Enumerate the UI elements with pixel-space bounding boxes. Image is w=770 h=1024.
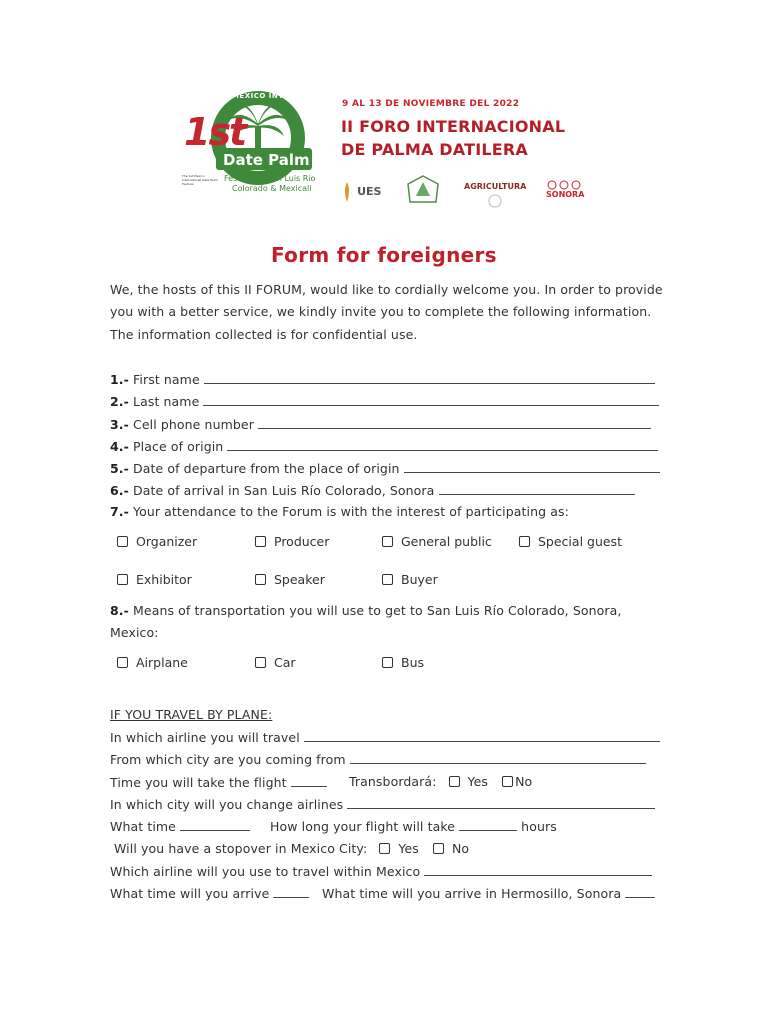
option-label: No [451, 841, 470, 856]
airline-input[interactable] [304, 729, 660, 742]
field-label: Which airline will you use to travel within Mexico [110, 864, 421, 879]
intro-line-2: you with a better service, we kindly invite you to complete the following information. [110, 304, 652, 319]
sponsor-ues-logo [342, 181, 381, 202]
field-label: Your attendance to the Forum is with the interest of participating as: [133, 504, 569, 519]
field-arrival-hermosillo [322, 885, 655, 902]
option-label: Organizer [136, 534, 198, 549]
logo-small-text: The 1st Mexico International Date Palm Festival [182, 174, 218, 186]
form-title: Form for foreigners [271, 243, 497, 267]
field-label: Cell phone number [133, 417, 254, 432]
flight-time-input[interactable] [291, 774, 327, 787]
field-label: Will you have a stopover in Mexico City: [114, 841, 368, 856]
sponsor-ues-label: UES [357, 185, 382, 198]
transfer-no-checkbox[interactable] [502, 776, 513, 787]
seal-icon [488, 194, 502, 208]
field-change-city [110, 796, 655, 813]
field-flight-duration [270, 818, 557, 835]
field-stopover [114, 841, 469, 857]
field-label: Place of origin [133, 439, 224, 454]
logo-festival-text: Festival in San Luis Rio [224, 174, 316, 183]
option-label: Yes [467, 774, 489, 789]
bus-checkbox[interactable] [382, 657, 393, 668]
option-label: General public [401, 534, 492, 549]
general-public-checkbox[interactable] [382, 536, 393, 547]
field-label: Means of transportation you will use to get to San Luis Río Colorado, Sonora, [133, 603, 622, 618]
plane-section-heading: IF YOU TRAVEL BY PLANE: [110, 707, 273, 722]
field-place-of-origin [110, 438, 658, 455]
sponsor-sonora-logo [546, 180, 584, 199]
field-label: Date of arrival in San Luis Río Colorado, Sonora [133, 483, 435, 498]
buyer-checkbox[interactable] [382, 574, 393, 585]
logo-cities-text: Colorado & Mexicali [232, 184, 312, 193]
field-transportation [110, 603, 621, 619]
hours-label: hours [521, 819, 557, 834]
arrival-date-input[interactable] [439, 482, 635, 495]
field-label: What time [110, 819, 176, 834]
option-label: Producer [274, 534, 330, 549]
arrival-time-input[interactable] [273, 885, 309, 898]
option-speaker[interactable] [255, 572, 325, 587]
option-label: No [515, 774, 533, 789]
option-label: Bus [401, 655, 425, 670]
intro-line-3: The information collected is for confidential use. [110, 327, 418, 342]
what-time-input[interactable] [180, 818, 250, 831]
special-guest-checkbox[interactable] [519, 536, 530, 547]
field-number: 1.- [110, 372, 129, 387]
exhibitor-checkbox[interactable] [117, 574, 128, 585]
option-bus[interactable] [382, 655, 424, 670]
field-transportation-line2: Mexico: [110, 625, 159, 640]
field-flight-time [110, 774, 327, 791]
speaker-checkbox[interactable] [255, 574, 266, 585]
option-label: Exhibitor [136, 572, 192, 587]
field-label: Transbordará: [349, 774, 437, 789]
intro-line-1: We, the hosts of this II FORUM, would like to cordially welcome you. In order to provide [110, 282, 663, 297]
place-of-origin-input[interactable] [227, 438, 658, 451]
sponsor-shield-logo [402, 174, 444, 210]
flame-icon [342, 182, 352, 202]
field-number: 7.- [110, 504, 129, 519]
airplane-checkbox[interactable] [117, 657, 128, 668]
change-city-input[interactable] [347, 796, 655, 809]
field-number: 6.- [110, 483, 129, 498]
option-car[interactable] [255, 655, 296, 670]
option-label: Buyer [401, 572, 438, 587]
event-title-line2: DE PALMA DATILERA [341, 140, 529, 159]
field-cell-phone [110, 416, 651, 433]
field-arrival-date [110, 482, 635, 499]
field-label: What time will you arrive in Hermosillo, Sonora [322, 886, 622, 901]
field-number: 4.- [110, 439, 129, 454]
festival-logo [180, 86, 340, 206]
field-first-name [110, 371, 655, 388]
shield-emblem-icon [402, 174, 444, 206]
field-label: In which city will you change airlines [110, 797, 344, 812]
field-attendance-interest [110, 504, 569, 520]
field-airline [110, 729, 660, 746]
stopover-yes-checkbox[interactable] [379, 843, 390, 854]
field-last-name [110, 393, 659, 410]
option-exhibitor[interactable] [117, 572, 192, 587]
option-special-guest[interactable] [519, 534, 622, 549]
option-organizer[interactable] [117, 534, 197, 549]
field-number: 8.- [110, 603, 129, 618]
first-name-input[interactable] [204, 371, 655, 384]
transfer-yes-checkbox[interactable] [449, 776, 460, 787]
field-number: 2.- [110, 394, 129, 409]
field-label: Last name [133, 394, 200, 409]
logo-ordinal: 1st [184, 110, 246, 154]
flight-duration-input[interactable] [459, 818, 517, 831]
last-name-input[interactable] [203, 393, 659, 406]
field-label: How long your flight will take [270, 819, 456, 834]
option-label: Airplane [136, 655, 188, 670]
car-checkbox[interactable] [255, 657, 266, 668]
field-label: From which city are you coming from [110, 752, 346, 767]
field-number: 3.- [110, 417, 129, 432]
option-label: Car [274, 655, 296, 670]
logo-ring-text: MEXICO INTERNACIONAL [232, 92, 340, 100]
sponsor-sonora-label: SONORA [546, 190, 585, 199]
option-label: Yes [398, 841, 419, 856]
field-arrival-time [110, 885, 309, 902]
option-label: Special guest [538, 534, 622, 549]
field-what-time [110, 818, 250, 835]
departure-date-input[interactable] [404, 460, 660, 473]
event-date: 9 AL 13 DE NOVIEMBRE DEL 2022 [342, 99, 520, 109]
arrival-hermosillo-input[interactable] [625, 885, 655, 898]
stopover-no-checkbox[interactable] [433, 843, 444, 854]
field-label: First name [133, 372, 200, 387]
option-airplane[interactable] [117, 655, 188, 670]
field-label: Time you will take the flight [110, 775, 287, 790]
field-number: 5.- [110, 461, 129, 476]
option-producer[interactable] [255, 534, 329, 549]
logo-name: Date Palm [223, 151, 310, 169]
field-label: What time will you arrive [110, 886, 270, 901]
field-departure-date [110, 460, 660, 477]
field-transfer [349, 774, 532, 790]
field-label: In which airline you will travel [110, 730, 300, 745]
sponsor-agricultura-label: AGRICULTURA [464, 182, 527, 191]
cell-phone-input[interactable] [258, 416, 651, 429]
sponsor-agricultura-logo [464, 182, 526, 208]
field-city-from [110, 751, 646, 768]
event-title-line1: II FORO INTERNACIONAL [341, 117, 566, 136]
option-general-public[interactable] [382, 534, 492, 549]
airline-mexico-input[interactable] [424, 863, 652, 876]
sonora-emblem-icon [546, 180, 582, 190]
producer-checkbox[interactable] [255, 536, 266, 547]
field-airline-mexico [110, 863, 652, 880]
option-buyer[interactable] [382, 572, 438, 587]
organizer-checkbox[interactable] [117, 536, 128, 547]
city-from-input[interactable] [350, 751, 646, 764]
option-label: Speaker [274, 572, 325, 587]
field-label: Date of departure from the place of origin [133, 461, 400, 476]
